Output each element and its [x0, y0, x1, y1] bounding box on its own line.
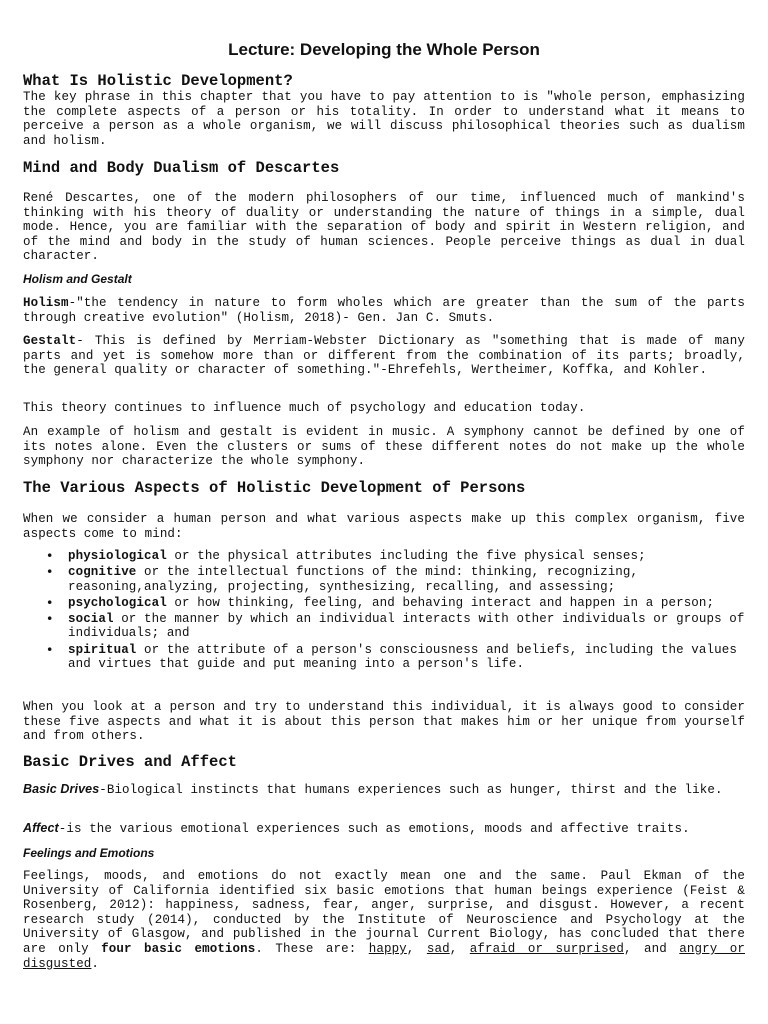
heading-basic-drives: Basic Drives and Affect	[23, 753, 237, 771]
paragraph-dualism: René Descartes, one of the modern philosophers of our time, influenced much of mankind's thinking with his theory of duality or understanding the nature of things in a simple, dual mode. Hence, you are familiar with the separation of body and spirit in Western religion, and of the mind and body in the study of human sciences. People perceive things as dual in dual character.	[23, 191, 745, 264]
aspect-term: cognitive	[68, 565, 137, 580]
emotion-angry-or-disgusted: angry or disgusted	[23, 941, 745, 971]
holism-definition: -"the tendency in nature to form wholes which are greater than the sum of the parts through creative evolution" (Holism, 2018)- Gen. Jan C. Smuts.	[23, 296, 745, 325]
feelings-after-text: . These are:	[255, 941, 369, 956]
separator: ,	[406, 941, 427, 956]
aspect-term: psychological	[68, 595, 167, 610]
paragraph-feelings-emotions	[23, 869, 745, 971]
feelings-body-text: Feelings, moods, and emotions do not exactly mean one and the same. Paul Ekman of the University of California identified six basic emotions that human beings experience (Feist & Rosenberg, 2012): happiness, sadness, fear, anger, surprise, and disgust. However, a recent research study (2014), conducted by the Institute of Neuroscience and Psychology at the University of Glasgow, and published in the journal Current Biology, has concluded that there are only	[23, 869, 745, 956]
aspect-description: or the attribute of a person's consciousness and beliefs, including the values and virtues that guide and put meaning into a person's life.	[68, 642, 737, 672]
bullet-icon: •	[46, 548, 54, 563]
bullet-icon: •	[46, 641, 54, 657]
subheading-holism-gestalt: Holism and Gestalt	[23, 272, 132, 286]
heading-dualism: Mind and Body Dualism of Descartes	[23, 159, 340, 177]
bullet-icon: •	[46, 594, 54, 610]
aspect-description: or the physical attributes including the five physical senses;	[166, 549, 646, 563]
heading-holistic-development: What Is Holistic Development?	[23, 72, 293, 90]
aspect-term: social	[68, 611, 114, 626]
holism-term: Holism	[23, 296, 69, 310]
paragraph-basic-drives	[23, 782, 745, 798]
paragraph-affect	[23, 821, 745, 837]
heading-aspects: The Various Aspects of Holistic Development of Persons	[23, 479, 526, 497]
emotion-afraid-or-surprised: afraid or surprised	[469, 941, 624, 956]
separator: , and	[623, 941, 680, 956]
aspect-term: spiritual	[68, 642, 137, 657]
bullet-icon: •	[46, 610, 54, 626]
paragraph-holistic-development: The key phrase in this chapter that you have to pay attention to is "whole person, emphasizing the complete aspects of a person or his totality. In order to understand what it means to perceive a person as a whole organism, we will discuss philosophical theories such as dualism and holism.	[23, 90, 745, 148]
page-title: Lecture: Developing the Whole Person	[228, 40, 540, 59]
gestalt-term: Gestalt	[23, 334, 77, 348]
affect-term: Affect	[23, 821, 59, 835]
subheading-feelings-emotions: Feelings and Emotions	[23, 846, 155, 860]
affect-definition: -is the various emotional experiences such as emotions, moods and affective traits.	[58, 822, 690, 836]
emotion-happy: happy	[368, 941, 407, 956]
list-item	[46, 610, 745, 641]
emotion-sad: sad	[426, 941, 450, 956]
bullet-icon: •	[46, 564, 54, 580]
paragraph-aspects-intro: When we consider a human person and what various aspects make up this complex organism, five aspects come to mind:	[23, 512, 745, 541]
basic-drives-term: Basic Drives	[23, 782, 100, 796]
aspect-description: or the intellectual functions of the mind: thinking, recognizing, reasoning,analyzing, projecting, synthesizing, recalling, and assessing;	[68, 565, 639, 594]
list-item	[46, 564, 745, 594]
separator: ,	[449, 941, 470, 956]
gestalt-definition: - This is defined by Merriam-Webster Dictionary as "something that is made of many parts and yet is somehow more than or different from the combination of its parts; broadly, the general quality or character of something."-Ehrefehls, Wertheimer, Koffka, and Kohler.	[23, 334, 745, 378]
list-item	[46, 641, 745, 672]
aspect-description: or the manner by which an individual interacts with other individuals or groups of individuals; and	[68, 611, 745, 641]
paragraph-aspects-closing: When you look at a person and try to understand this individual, it is always good to consider these five aspects and what it is about this person that makes him or her unique from yourself and from others.	[23, 700, 745, 744]
paragraph-holism-definition	[23, 296, 745, 325]
aspects-list	[23, 549, 745, 673]
aspect-description: or how thinking, feeling, and behaving interact and happen in a person;	[166, 595, 715, 610]
paragraph-theory-influence: This theory continues to influence much of psychology and education today.	[23, 401, 586, 415]
paragraph-gestalt-definition	[23, 334, 745, 378]
basic-drives-definition: -Biological instincts that humans experiences such as hunger, thirst and the like.	[99, 783, 723, 797]
sentence-end: .	[91, 956, 100, 971]
list-item	[46, 594, 745, 611]
four-basic-emotions: four basic emotions	[101, 941, 256, 956]
paragraph-music-example: An example of holism and gestalt is evident in music. A symphony cannot be defined by one of its notes alone. Even the clusters or sums of these different notes do not make up the whole symphony nor characterize the whole symphony.	[23, 425, 745, 469]
list-item	[46, 548, 745, 564]
aspect-term: physiological	[68, 549, 167, 563]
